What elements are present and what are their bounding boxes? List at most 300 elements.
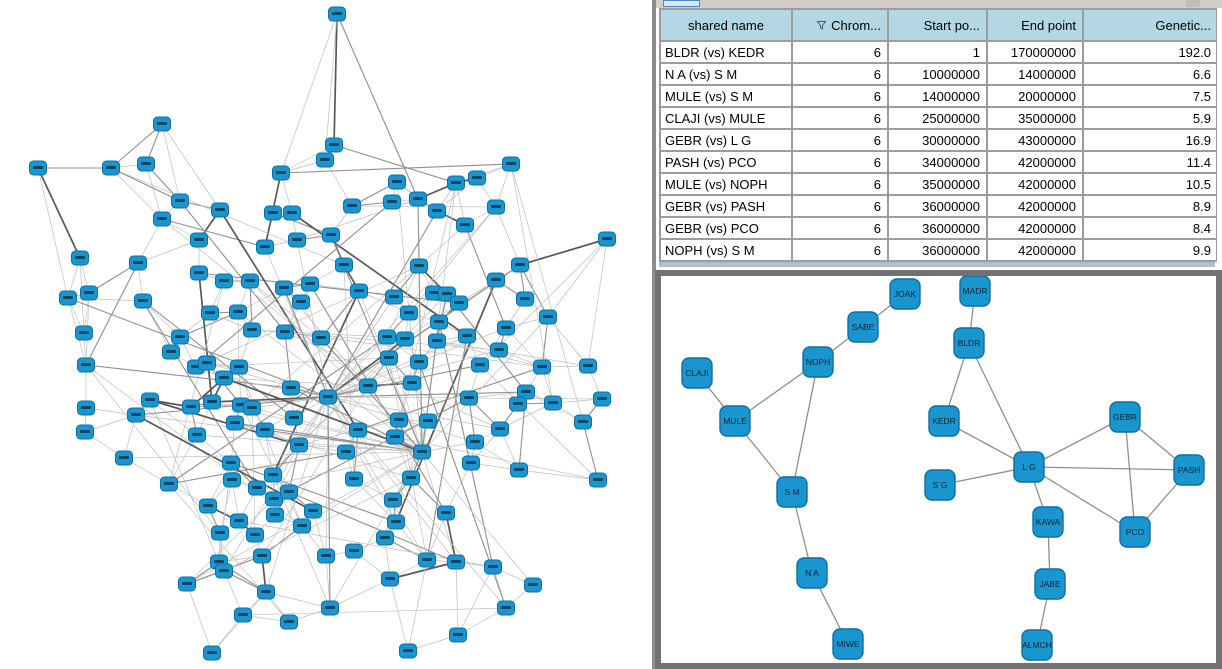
table-row-name-cell[interactable]: N A (vs) S M — [661, 64, 791, 84]
network-node[interactable] — [448, 176, 465, 190]
network-edge[interactable] — [243, 608, 506, 615]
node-label-smudge — [131, 413, 141, 416]
network-node[interactable] — [317, 153, 334, 167]
table-cell[interactable]: 7.5 — [1084, 86, 1217, 106]
table-cell[interactable]: 6 — [793, 218, 887, 238]
network-node[interactable] — [448, 555, 465, 569]
column-header-label: Chrom... — [831, 17, 881, 33]
table-cell[interactable]: 42000000 — [988, 174, 1082, 194]
network-node[interactable] — [212, 526, 229, 540]
column-header-2[interactable] — [889, 10, 986, 40]
network-node[interactable] — [273, 166, 290, 180]
node-label-smudge — [501, 326, 511, 329]
node-label: CLAJI — [685, 368, 709, 378]
network-node[interactable] — [429, 204, 446, 218]
network-node[interactable] — [338, 445, 355, 459]
network-node[interactable] — [488, 273, 505, 287]
table-row-name-cell[interactable]: GEBR (vs) L G — [661, 130, 791, 150]
network-node[interactable] — [491, 343, 508, 357]
network-node[interactable] — [200, 499, 217, 513]
network-node[interactable] — [230, 305, 247, 319]
network-edge[interactable] — [792, 362, 818, 492]
network-node[interactable] — [76, 326, 93, 340]
network-node-S G[interactable] — [925, 470, 955, 500]
node-label-smudge — [380, 536, 390, 539]
network-node[interactable] — [498, 321, 515, 335]
node-label-smudge — [119, 456, 129, 459]
network-node-MULE[interactable] — [720, 406, 750, 436]
scrollbar-top-nub[interactable] — [1186, 0, 1200, 7]
column-header-label: Genetic... — [1155, 17, 1211, 33]
network-node[interactable] — [381, 351, 398, 365]
node-label: MIWE — [836, 639, 860, 649]
node-label-smudge — [354, 289, 364, 292]
table-cell[interactable]: 6 — [793, 152, 887, 172]
network-node[interactable] — [459, 329, 476, 343]
network-node[interactable] — [60, 291, 77, 305]
node-label-smudge — [460, 223, 470, 226]
table-cell[interactable]: 6 — [793, 240, 887, 260]
network-node[interactable] — [212, 203, 229, 217]
network-node-SABE[interactable] — [848, 312, 878, 342]
table-cell[interactable]: 170000000 — [988, 42, 1082, 62]
column-header-1[interactable] — [793, 10, 887, 40]
network-node[interactable] — [350, 423, 367, 437]
network-node[interactable] — [138, 157, 155, 171]
network-node[interactable] — [580, 359, 597, 373]
network-node[interactable] — [204, 646, 221, 660]
network-node[interactable] — [384, 195, 401, 209]
network-node[interactable] — [154, 117, 171, 131]
network-node-PASH[interactable] — [1174, 455, 1204, 485]
network-node[interactable] — [431, 315, 448, 329]
network-node[interactable] — [216, 371, 233, 385]
table-cell[interactable]: 35000000 — [988, 108, 1082, 128]
network-node[interactable] — [183, 400, 200, 414]
column-header-3[interactable] — [988, 10, 1082, 40]
network-node[interactable] — [265, 206, 282, 220]
network-node[interactable] — [467, 435, 484, 449]
network-edge[interactable] — [199, 273, 212, 402]
network-node[interactable] — [81, 286, 98, 300]
network-node[interactable] — [235, 608, 252, 622]
network-node[interactable] — [512, 258, 529, 272]
network-node[interactable] — [216, 274, 233, 288]
network-node[interactable] — [511, 463, 528, 477]
node-label-smudge — [442, 292, 452, 295]
network-node[interactable] — [419, 553, 436, 567]
network-node[interactable] — [242, 274, 259, 288]
node-label-smudge — [353, 428, 363, 431]
node-label-smudge — [261, 590, 271, 593]
network-node-MIWE[interactable] — [833, 629, 863, 659]
network-node[interactable] — [461, 391, 478, 405]
network-node[interactable] — [400, 644, 417, 658]
detail-network-view[interactable] — [661, 276, 1216, 663]
network-node[interactable] — [492, 422, 509, 436]
table-cell[interactable]: 16.9 — [1084, 130, 1217, 150]
network-node[interactable] — [313, 331, 330, 345]
network-node-JABE[interactable] — [1035, 569, 1065, 599]
node-label-smudge — [245, 279, 255, 282]
network-node[interactable] — [414, 445, 431, 459]
node-label-smudge — [548, 401, 558, 404]
network-node[interactable] — [257, 423, 274, 437]
network-node[interactable] — [254, 549, 271, 563]
network-node[interactable] — [294, 519, 311, 533]
network-node[interactable] — [403, 471, 420, 485]
network-node[interactable] — [457, 218, 474, 232]
network-node[interactable] — [78, 401, 95, 415]
network-node[interactable] — [179, 577, 196, 591]
node-label-smudge — [202, 361, 212, 364]
network-node[interactable] — [385, 493, 402, 507]
network-node[interactable] — [469, 171, 486, 185]
table-row-name-cell[interactable]: NOPH (vs) S M — [661, 240, 791, 260]
network-node[interactable] — [401, 306, 418, 320]
table-row-name-cell[interactable]: PASH (vs) PCO — [661, 152, 791, 172]
network-node[interactable] — [322, 601, 339, 615]
network-node-CLAJI[interactable] — [682, 358, 712, 388]
table-cell[interactable]: 36000000 — [889, 196, 986, 216]
network-node[interactable] — [258, 585, 275, 599]
network-node[interactable] — [429, 334, 446, 348]
table-panel-tab[interactable] — [663, 0, 700, 7]
network-node[interactable] — [346, 472, 363, 486]
network-node[interactable] — [377, 531, 394, 545]
network-node[interactable] — [463, 456, 480, 470]
network-edge[interactable] — [38, 168, 68, 298]
table-cell[interactable]: 42000000 — [988, 240, 1082, 260]
network-edge[interactable] — [68, 298, 143, 301]
network-node[interactable] — [77, 425, 94, 439]
network-node[interactable] — [320, 390, 337, 404]
network-node[interactable] — [472, 358, 489, 372]
network-edge[interactable] — [330, 579, 390, 608]
network-node[interactable] — [216, 564, 233, 578]
table-cell[interactable]: 36000000 — [889, 240, 986, 260]
network-node[interactable] — [305, 504, 322, 518]
network-node[interactable] — [323, 228, 340, 242]
detail-network-panel — [655, 270, 1222, 669]
network-edge[interactable] — [390, 579, 408, 651]
network-node[interactable] — [244, 401, 261, 415]
network-node[interactable] — [191, 266, 208, 280]
table-cell[interactable]: 11.4 — [1084, 152, 1217, 172]
node-label-smudge — [388, 498, 398, 501]
network-node[interactable] — [451, 296, 468, 310]
network-edge[interactable] — [111, 168, 180, 201]
network-node[interactable] — [525, 578, 542, 592]
network-node[interactable] — [231, 514, 248, 528]
node-label: NOPH — [805, 357, 831, 367]
filter-icon[interactable] — [816, 20, 827, 31]
network-node[interactable] — [284, 206, 301, 220]
node-label-smudge — [219, 279, 229, 282]
network-edge[interactable] — [588, 239, 607, 366]
column-header-0[interactable] — [661, 10, 791, 40]
network-edge[interactable] — [187, 584, 212, 653]
network-node[interactable] — [172, 194, 189, 208]
network-node[interactable] — [199, 356, 216, 370]
network-node[interactable] — [318, 549, 335, 563]
network-node[interactable] — [276, 281, 293, 295]
table-cell[interactable]: 30000000 — [889, 130, 986, 150]
network-node[interactable] — [191, 233, 208, 247]
network-node[interactable] — [344, 199, 361, 213]
network-node-MADR[interactable] — [960, 276, 990, 306]
network-node[interactable] — [510, 397, 527, 411]
table-cell[interactable]: 35000000 — [889, 174, 986, 194]
network-node[interactable] — [249, 481, 266, 495]
network-node[interactable] — [391, 413, 408, 427]
network-edge[interactable] — [548, 317, 588, 366]
table-cell[interactable]: 6 — [793, 42, 887, 62]
network-node[interactable] — [247, 528, 264, 542]
network-node[interactable] — [326, 138, 343, 152]
network-node[interactable] — [503, 157, 520, 171]
table-cell[interactable]: 42000000 — [988, 196, 1082, 216]
table-cell[interactable]: 20000000 — [988, 86, 1082, 106]
network-node[interactable] — [227, 416, 244, 430]
table-cell[interactable]: 14000000 — [988, 64, 1082, 84]
network-node[interactable] — [488, 200, 505, 214]
network-node[interactable] — [302, 277, 319, 291]
network-node[interactable] — [397, 332, 414, 346]
network-edge[interactable] — [238, 312, 239, 367]
node-label-smudge — [296, 300, 306, 303]
network-node[interactable] — [116, 451, 133, 465]
network-node[interactable] — [231, 360, 248, 374]
node-label-smudge — [145, 398, 155, 401]
table-row-name-cell[interactable]: MULE (vs) S M — [661, 86, 791, 106]
network-node[interactable] — [223, 456, 240, 470]
table-row-name-cell[interactable]: GEBR (vs) PASH — [661, 196, 791, 216]
network-node[interactable] — [360, 379, 377, 393]
network-node[interactable] — [293, 295, 310, 309]
network-node[interactable] — [438, 506, 455, 520]
network-node[interactable] — [388, 515, 405, 529]
network-node[interactable] — [130, 256, 147, 270]
node-label-smudge — [417, 450, 427, 453]
node-label-smudge — [138, 299, 148, 302]
network-node[interactable] — [386, 290, 403, 304]
network-edge[interactable] — [437, 341, 542, 367]
node-label-smudge — [292, 238, 302, 241]
column-header-4[interactable] — [1084, 10, 1217, 40]
network-node[interactable] — [161, 477, 178, 491]
network-node[interactable] — [540, 310, 557, 324]
network-edge[interactable] — [266, 592, 330, 608]
network-edge[interactable] — [328, 397, 330, 608]
table-cell[interactable]: 34000000 — [889, 152, 986, 172]
table-cell[interactable]: 6 — [793, 108, 887, 128]
table-cell[interactable]: 6 — [793, 64, 887, 84]
network-node[interactable] — [404, 376, 421, 390]
network-edge[interactable] — [1029, 467, 1189, 470]
network-node[interactable] — [224, 473, 241, 487]
network-node-GEBR[interactable] — [1110, 402, 1140, 432]
node-label: KEDR — [932, 416, 956, 426]
table-cell[interactable]: 6 — [793, 86, 887, 106]
node-label-smudge — [215, 531, 225, 534]
table-cell[interactable]: 6 — [793, 174, 887, 194]
table-cell[interactable]: 8.9 — [1084, 196, 1217, 216]
network-edge[interactable] — [496, 207, 520, 265]
network-node[interactable] — [389, 175, 406, 189]
table-cell[interactable]: 9.9 — [1084, 240, 1217, 260]
network-node[interactable] — [163, 345, 180, 359]
network-node[interactable] — [202, 306, 219, 320]
table-cell[interactable]: 10.5 — [1084, 174, 1217, 194]
network-node[interactable] — [291, 438, 308, 452]
node-label-smudge — [451, 560, 461, 563]
network-node[interactable] — [346, 544, 363, 558]
network-node[interactable] — [142, 393, 159, 407]
node-label-smudge — [250, 533, 260, 536]
node-label-smudge — [543, 315, 553, 318]
table-cell[interactable]: 25000000 — [889, 108, 986, 128]
table-cell[interactable]: 42000000 — [988, 218, 1082, 238]
node-label-smudge — [234, 365, 244, 368]
node-label-smudge — [252, 486, 262, 489]
network-node[interactable] — [450, 628, 467, 642]
table-cell[interactable]: 8.4 — [1084, 218, 1217, 238]
network-node[interactable] — [172, 330, 189, 344]
network-node[interactable] — [265, 468, 282, 482]
node-label-smudge — [227, 478, 237, 481]
table-cell[interactable]: 43000000 — [988, 130, 1082, 150]
table-row-name-cell[interactable]: MULE (vs) NOPH — [661, 174, 791, 194]
network-node[interactable] — [329, 7, 346, 21]
network-node[interactable] — [277, 325, 294, 339]
table-row-name-cell[interactable]: GEBR (vs) PCO — [661, 218, 791, 238]
network-node[interactable] — [72, 251, 89, 265]
network-node[interactable] — [379, 330, 396, 344]
network-node-L G[interactable] — [1014, 452, 1044, 482]
network-node[interactable] — [281, 485, 298, 499]
network-node[interactable] — [78, 358, 95, 372]
table-row-name-cell[interactable]: BLDR (vs) KEDR — [661, 42, 791, 62]
network-edge[interactable] — [337, 14, 418, 199]
node-label-smudge — [63, 296, 73, 299]
node-label-smudge — [387, 200, 397, 203]
network-node[interactable] — [267, 508, 284, 522]
network-edge[interactable] — [437, 341, 588, 366]
table-cell[interactable]: 42000000 — [988, 152, 1082, 172]
network-node[interactable] — [575, 415, 592, 429]
table-cell[interactable]: 1 — [889, 42, 986, 62]
network-node[interactable] — [382, 572, 399, 586]
network-edge[interactable] — [583, 422, 598, 480]
network-edge[interactable] — [969, 343, 1029, 467]
node-label-smudge — [194, 271, 204, 274]
network-node[interactable] — [599, 232, 616, 246]
node-label-smudge — [269, 497, 279, 500]
network-node-N A[interactable] — [797, 558, 827, 588]
table-cell[interactable]: 14000000 — [889, 86, 986, 106]
node-label-smudge — [423, 419, 433, 422]
network-node[interactable] — [289, 233, 306, 247]
network-node[interactable] — [594, 392, 611, 406]
network-node[interactable] — [286, 411, 303, 425]
network-edge[interactable] — [548, 239, 607, 317]
network-node-ALMCH[interactable] — [1022, 630, 1052, 660]
network-node-NOPH[interactable] — [803, 347, 833, 377]
network-edge[interactable] — [289, 492, 456, 562]
node-label-smudge — [175, 335, 185, 338]
table-cell[interactable]: 5.9 — [1084, 108, 1217, 128]
network-node[interactable] — [545, 396, 562, 410]
network-node-JOAK[interactable] — [890, 279, 920, 309]
network-node[interactable] — [281, 615, 298, 629]
network-node[interactable] — [411, 259, 428, 273]
node-label-smudge — [205, 311, 215, 314]
node-label-smudge — [406, 476, 416, 479]
node-label-smudge — [214, 560, 224, 563]
network-node[interactable] — [244, 323, 261, 337]
node-label-smudge — [454, 301, 464, 304]
network-edge[interactable] — [138, 240, 199, 263]
table-cell[interactable]: 10000000 — [889, 64, 986, 84]
network-edge[interactable] — [1125, 417, 1135, 532]
network-node[interactable] — [189, 428, 206, 442]
network-edge[interactable] — [297, 240, 328, 397]
network-edge[interactable] — [162, 124, 180, 201]
node-label-smudge — [194, 238, 204, 241]
network-node[interactable] — [257, 240, 274, 254]
table-row-name-cell[interactable]: CLAJI (vs) MULE — [661, 108, 791, 128]
network-node[interactable] — [154, 212, 171, 226]
network-node[interactable] — [30, 161, 47, 175]
network-node[interactable] — [590, 473, 607, 487]
network-node[interactable] — [204, 395, 221, 409]
network-node-KEDR[interactable] — [929, 406, 959, 436]
network-node-KAWA[interactable] — [1033, 507, 1063, 537]
table-cell[interactable]: 6 — [793, 130, 887, 150]
network-edge[interactable] — [111, 168, 344, 265]
network-node[interactable] — [517, 292, 534, 306]
table-cell[interactable]: 36000000 — [889, 218, 986, 238]
network-node-BLDR[interactable] — [954, 328, 984, 358]
network-node[interactable] — [336, 258, 353, 272]
network-node-S M[interactable] — [777, 477, 807, 507]
network-node[interactable] — [534, 360, 551, 374]
network-node[interactable] — [266, 492, 283, 506]
table-cell[interactable]: 6 — [793, 196, 887, 216]
network-node[interactable] — [410, 192, 427, 206]
network-node[interactable] — [420, 414, 437, 428]
network-node[interactable] — [411, 355, 428, 369]
node-label: KAWA — [1035, 517, 1061, 527]
network-node[interactable] — [351, 284, 368, 298]
network-edge[interactable] — [38, 168, 80, 258]
node-label: ALMCH — [1022, 640, 1052, 650]
network-node[interactable] — [283, 381, 300, 395]
network-node-PCO[interactable] — [1120, 517, 1150, 547]
node-label-smudge — [284, 620, 294, 623]
node-label-smudge — [276, 171, 286, 174]
network-node[interactable] — [135, 294, 152, 308]
network-edge[interactable] — [456, 562, 458, 635]
network-node[interactable] — [387, 430, 404, 444]
network-node[interactable] — [485, 560, 502, 574]
network-node[interactable] — [498, 601, 515, 615]
network-node[interactable] — [103, 161, 120, 175]
table-cell[interactable]: 192.0 — [1084, 42, 1217, 62]
table-cell[interactable]: 6.6 — [1084, 64, 1217, 84]
network-node[interactable] — [128, 408, 145, 422]
